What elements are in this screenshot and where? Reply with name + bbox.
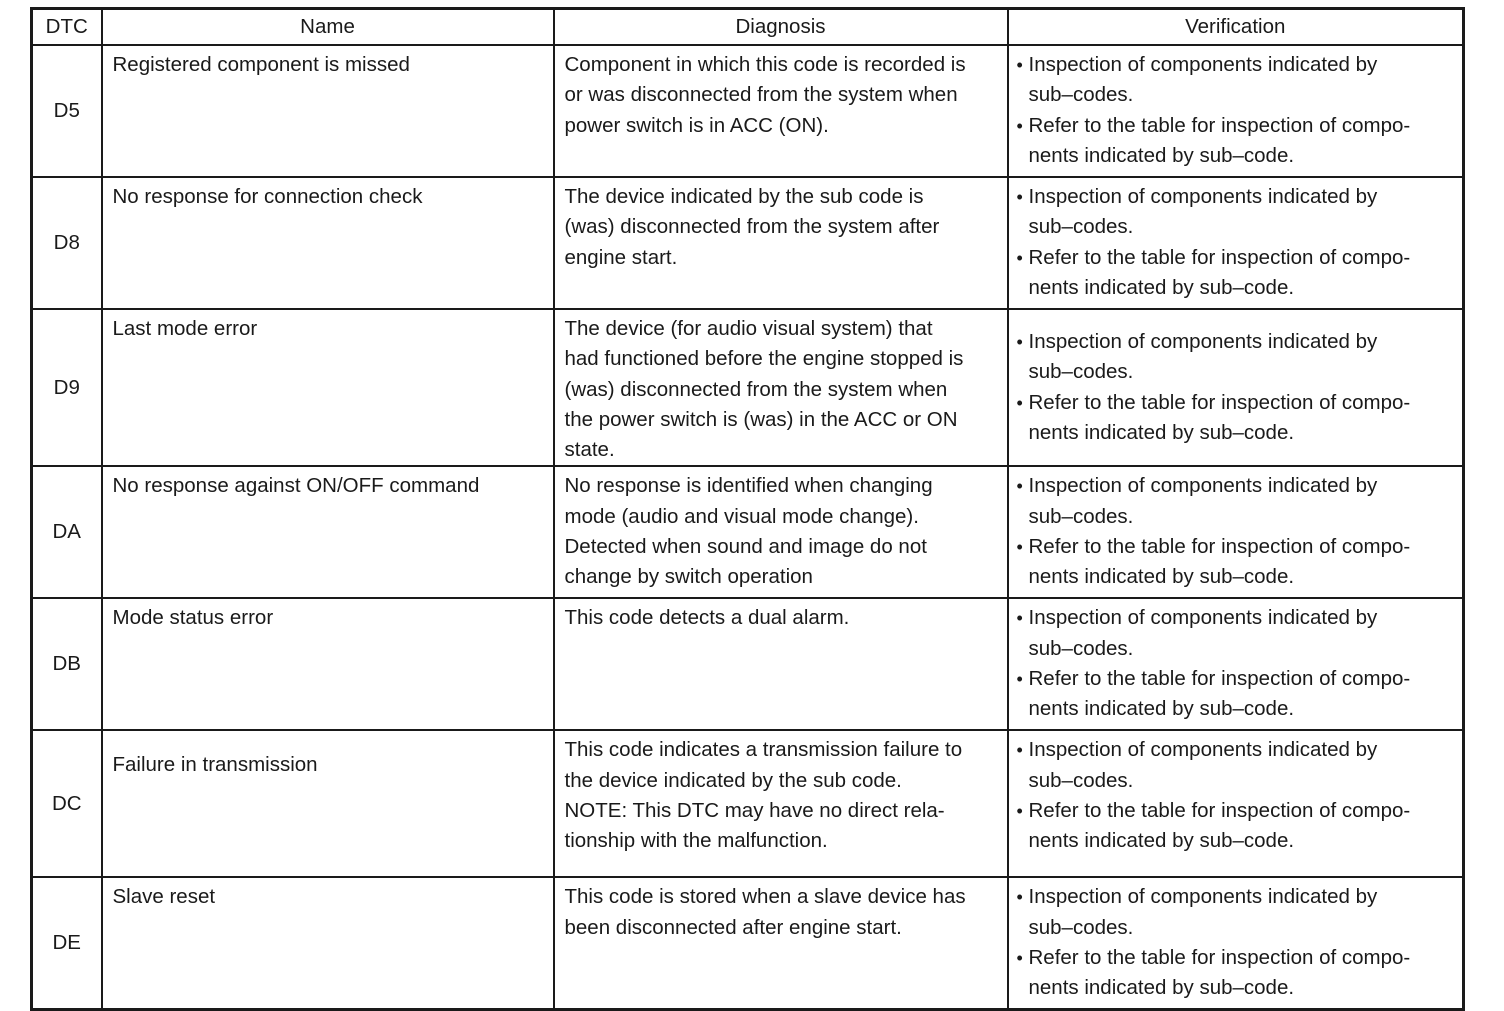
table-row [32, 309, 1464, 466]
header-diagnosis: Diagnosis [554, 9, 1008, 46]
bullet-icon: • [1016, 669, 1023, 690]
table-row [32, 45, 1464, 177]
bullet-icon: • [1016, 801, 1023, 822]
list-item: • Inspection of components indicated by sub–codes. [1017, 735, 1459, 796]
dtc-verification [1008, 309, 1464, 466]
dtc-verification [1008, 177, 1464, 309]
bullet-icon: • [1016, 476, 1023, 497]
header-dtc: DTC [32, 9, 102, 46]
bullet-icon: • [1016, 115, 1023, 136]
table-row [32, 730, 1464, 877]
bullet-icon: • [1016, 948, 1023, 969]
list-item: • Inspection of components indicated by sub–codes. [1017, 50, 1459, 111]
list-item: • Inspection of components indicated by sub–codes. [1017, 182, 1459, 243]
dtc-name: No response for connection check [102, 177, 554, 309]
table-row [32, 466, 1464, 598]
bullet-icon: • [1016, 332, 1023, 353]
list-item: • Refer to the table for inspection of compo- nents indicated by sub–code. [1017, 664, 1459, 725]
header-name: Name [102, 9, 554, 46]
dtc-verification [1008, 877, 1464, 1010]
dtc-code: D8 [32, 177, 102, 309]
list-item: • Refer to the table for inspection of compo- nents indicated by sub–code. [1017, 943, 1459, 1004]
bullet-icon: • [1016, 55, 1023, 75]
dtc-code: DA [32, 466, 102, 598]
table-row [32, 877, 1464, 1010]
dtc-diagnosis: This code is stored when a slave device has been disconnected after engine start. [554, 877, 1008, 1010]
header-row [32, 9, 1464, 46]
bullet-icon: • [1016, 392, 1023, 413]
dtc-name: Last mode error [102, 309, 554, 466]
header-verification: Verification [1008, 9, 1464, 46]
bullet-icon: • [1016, 247, 1023, 268]
dtc-code: DC [32, 730, 102, 877]
table-row [32, 177, 1464, 309]
list-item: • Inspection of components indicated by sub–codes. [1017, 327, 1459, 388]
dtc-diagnosis: This code indicates a transmission failure to the device indicated by the sub code. NOTE: This DTC may have no direct rela- tionship with the malfunction. [554, 730, 1008, 877]
list-item: • Refer to the table for inspection of compo- nents indicated by sub–code. [1017, 796, 1459, 857]
dtc-code: DB [32, 598, 102, 730]
dtc-code: D9 [32, 309, 102, 466]
dtc-verification [1008, 598, 1464, 730]
bullet-icon: • [1016, 187, 1023, 207]
dtc-name: No response against ON/OFF command [102, 466, 554, 598]
list-item: • Inspection of components indicated by sub–codes. [1017, 882, 1459, 943]
dtc-diagnosis: No response is identified when changing mode (audio and visual mode change). Detected when sound and image do not change by switch operation [554, 466, 1008, 598]
dtc-code: DE [32, 877, 102, 1010]
list-item: • Refer to the table for inspection of compo- nents indicated by sub–code. [1017, 243, 1459, 304]
dtc-verification [1008, 466, 1464, 598]
list-item: • Refer to the table for inspection of compo- nents indicated by sub–code. [1017, 388, 1459, 449]
list-item: • Inspection of components indicated by sub–codes. [1017, 603, 1459, 664]
dtc-name: Slave reset [102, 877, 554, 1010]
dtc-diagnosis: This code detects a dual alarm. [554, 598, 1008, 730]
dtc-name: Registered component is missed [102, 45, 554, 177]
list-item: • Refer to the table for inspection of compo- nents indicated by sub–code. [1017, 532, 1459, 593]
dtc-name: Mode status error [102, 598, 554, 730]
bullet-icon: • [1016, 887, 1023, 908]
table-row [32, 598, 1464, 730]
list-item: • Inspection of components indicated by sub–codes. [1017, 471, 1459, 532]
list-item: • Refer to the table for inspection of compo- nents indicated by sub–code. [1017, 111, 1459, 172]
dtc-verification [1008, 730, 1464, 877]
dtc-name: Failure in transmission [102, 730, 554, 877]
bullet-icon: • [1016, 740, 1023, 761]
dtc-diagnosis: The device indicated by the sub code is (was) disconnected from the system after engine start. [554, 177, 1008, 309]
bullet-icon: • [1016, 608, 1023, 629]
bullet-icon: • [1016, 537, 1023, 558]
dtc-code: D5 [32, 45, 102, 177]
dtc-diagnosis: Component in which this code is recorded is or was disconnected from the system when power switch is in ACC (ON). [554, 45, 1008, 177]
dtc-diagnosis: The device (for audio visual system) that had functioned before the engine stopped is (was) disconnected from the system when the power switch is (was) in the ACC or ON state. [554, 309, 1008, 466]
dtc-table [30, 7, 1465, 1011]
dtc-verification [1008, 45, 1464, 177]
